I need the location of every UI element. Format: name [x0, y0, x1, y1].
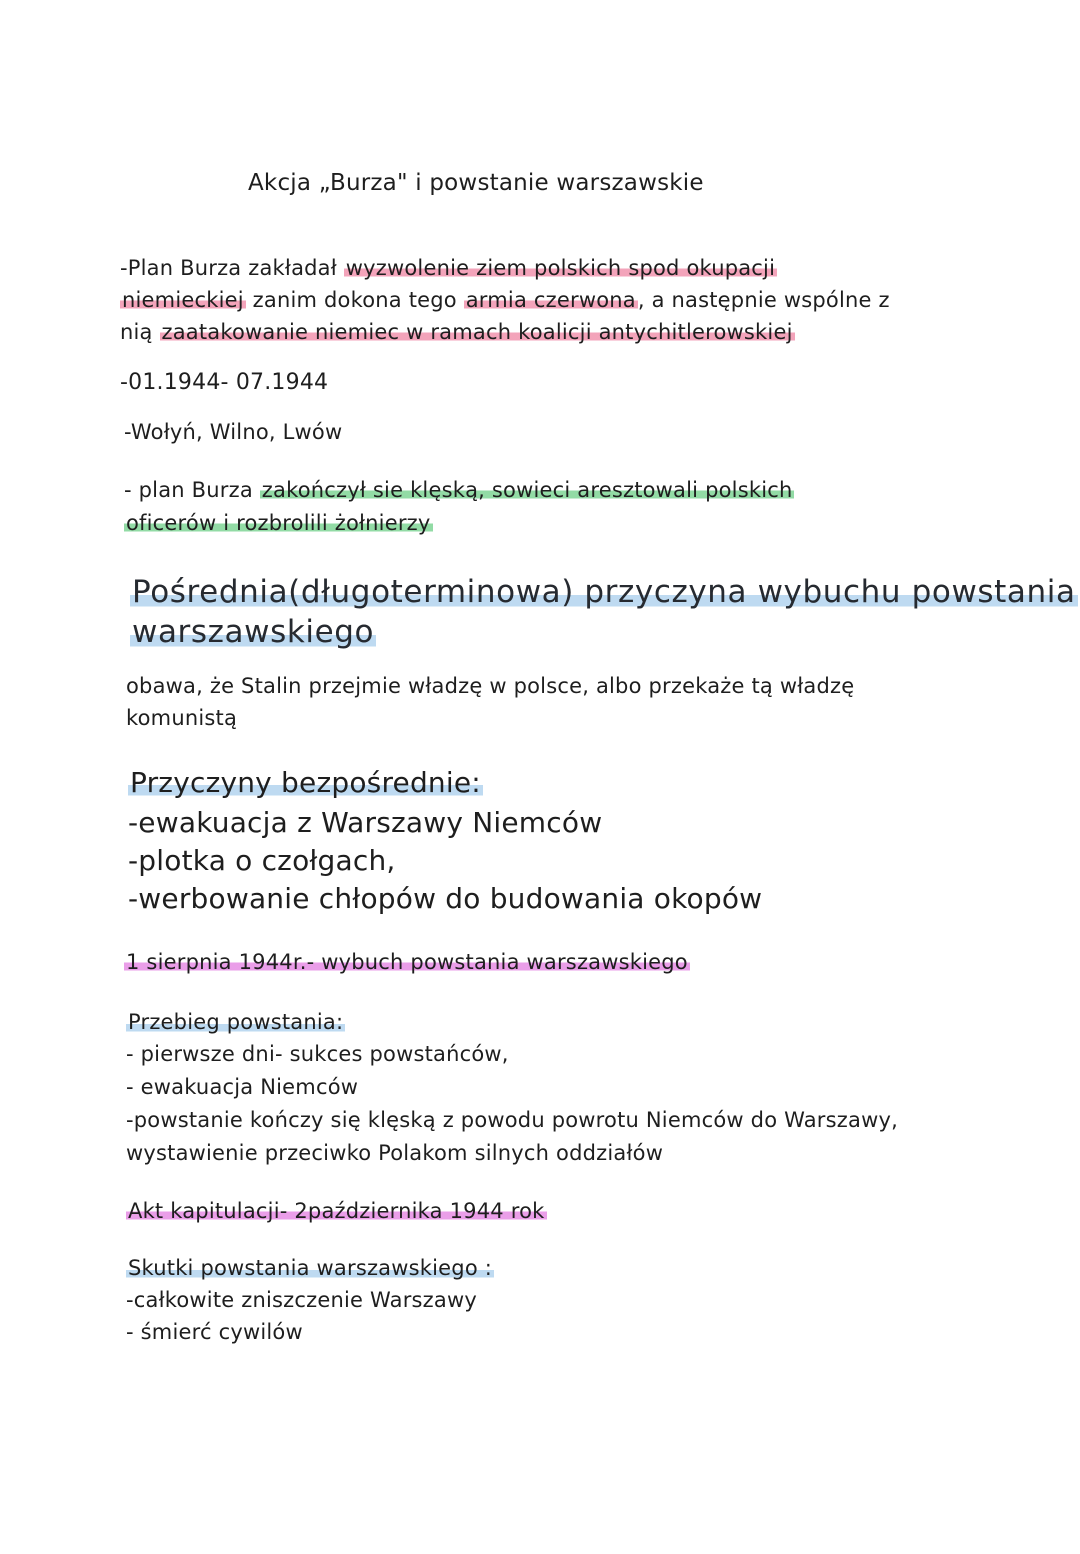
outcome-line-2: [124, 511, 433, 535]
page-title: Akcja „Burza" i powstanie warszawskie: [248, 170, 704, 196]
plan-line3-start: nią: [120, 320, 160, 344]
indirect-heading-2: warszawskiego: [132, 614, 375, 650]
plan-highlight-red-army: armia czerwona: [465, 288, 636, 312]
course-heading: Przebieg powstania:: [128, 1010, 344, 1034]
capitulation-highlight: Akt kapitulacji- 2października 1944 rok: [128, 1199, 545, 1223]
plan-intro: -Plan Burza zakładał: [120, 256, 344, 280]
effects-heading-line: [126, 1256, 494, 1280]
direct-heading-line: [128, 766, 483, 799]
direct-item-1: -ewakuacja z Warszawy Niemców: [128, 806, 603, 839]
effects-item-2: - śmierć cywilów: [126, 1320, 303, 1344]
outbreak-line: [124, 950, 690, 974]
outcome-highlight-2: oficerów i rozbrolili żołnierzy: [126, 511, 431, 535]
indirect-heading-1: Pośrednia(długoterminowa) przyczyna wybuchu powstania: [132, 574, 1076, 610]
direct-item-2: -plotka o czołgach,: [128, 844, 396, 877]
indirect-heading-line-2: [130, 614, 376, 650]
plan-highlight-attack: zaatakowanie niemiec w ramach koalicji antychitlerowskiej: [161, 320, 793, 344]
outcome-start: - plan Burza: [124, 478, 260, 502]
plan-line-2: [120, 288, 890, 312]
effects-heading: Skutki powstania warszawskiego :: [128, 1256, 493, 1280]
course-item-4: wystawienie przeciwko Polakom silnych oddziałów: [126, 1141, 664, 1165]
plan-highlight-liberation: wyzwolenie ziem polskich spod okupacji: [345, 256, 776, 280]
outbreak-highlight: 1 sierpnia 1944r.- wybuch powstania warszawskiego: [126, 950, 688, 974]
course-item-3: -powstanie kończy się klęską z powodu powrotu Niemców do Warszawy,: [126, 1108, 898, 1132]
places-line: -Wołyń, Wilno, Lwów: [124, 420, 343, 444]
plan-line-1: [120, 256, 777, 280]
indirect-heading-line-1: [130, 574, 1078, 610]
plan-tail: , a następnie wspólne z: [637, 288, 890, 312]
course-item-2: - ewakuacja Niemców: [126, 1075, 359, 1099]
dates-line: -01.1944- 07.1944: [120, 370, 329, 395]
capitulation-line: [126, 1199, 547, 1223]
plan-line-3: [120, 320, 795, 344]
course-item-1: - pierwsze dni- sukces powstańców,: [126, 1042, 509, 1066]
effects-item-1: -całkowite zniszczenie Warszawy: [126, 1288, 477, 1312]
course-heading-line: [126, 1010, 345, 1034]
indirect-text-2: komunistą: [126, 706, 238, 730]
direct-heading: Przyczyny bezpośrednie:: [130, 766, 481, 799]
plan-mid: zanim dokona tego: [245, 288, 464, 312]
indirect-text-1: obawa, że Stalin przejmie władzę w polsce, albo przekaże tą władzę: [126, 674, 855, 698]
outcome-line-1: [124, 478, 794, 502]
outcome-highlight-1: zakończył sie klęską, sowieci aresztowali polskich: [261, 478, 793, 502]
direct-item-3: -werbowanie chłopów do budowania okopów: [128, 882, 763, 915]
plan-highlight-german: niemieckiej: [122, 288, 244, 312]
